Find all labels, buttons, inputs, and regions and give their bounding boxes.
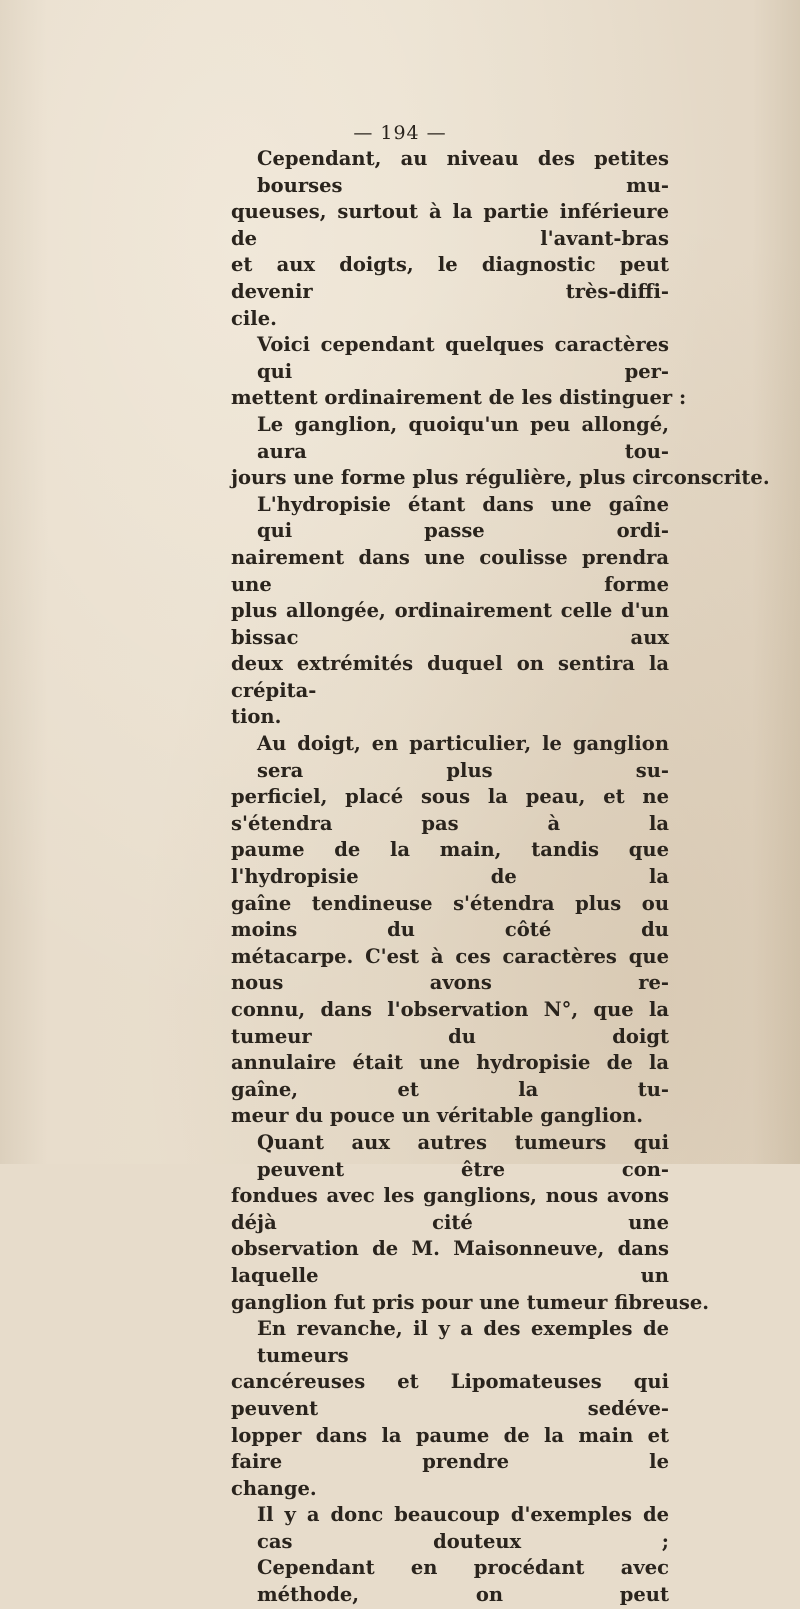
body-text [231,146,770,1609]
text-line: plus allongée, ordinairement celle d'un bissac aux [231,599,669,649]
text-line: métacarpe. C'est à ces caractères que nous avons re- [231,944,669,995]
text-line: Au doigt, en particulier, le ganglion sera plus su- [257,732,669,782]
text-line: gaîne tendineuse s'étendra plus ou moins du côté du [231,891,669,942]
text-line: Cependant en procédant avec méthode, on peut [257,1556,669,1607]
text-line: meur du pouce un véritable ganglion. [231,1104,644,1128]
text-line: L'hydropisie étant dans une gaîne qui passe ordi- [257,492,669,543]
text-line: Voici cependant quelques caractères qui per- [257,333,669,383]
text-line: lopper dans la paume de la main et faire prendre le [231,1423,669,1474]
text-line: change. [231,1476,317,1500]
text-line: paume de la main, tandis que l'hydropisie de la [231,838,669,889]
text-line: annulaire était une hydropisie de la gaîne, et la tu- [231,1051,669,1101]
text-line: deux extrémités duquel on sentira la crépita- [231,652,669,702]
text-line: Cependant, au niveau des petites bourses mu- [257,147,669,197]
text-line: mettent ordinairement de les distinguer : [231,386,687,410]
text-line: En revanche, il y a des exemples de tumeurs [257,1317,669,1367]
text-line: ganglion fut pris pour une tumeur fibreuse. [231,1290,710,1314]
text-line: Quant aux autres tumeurs qui peuvent être con- [257,1130,669,1181]
text-line: nairement dans une coulisse prendra une forme [231,545,669,596]
text-line: et aux doigts, le diagnostic peut devenir très-diffi- [231,253,669,303]
text-line: tion. [231,705,282,729]
text-line: jours une forme plus régulière, plus circonscrite. [231,466,770,490]
text-line: Il y a donc beaucoup d'exemples de cas douteux ; [257,1503,669,1553]
page-number: — 194 — [353,122,447,144]
text-line: fondues avec les ganglions, nous avons déjà cité une [231,1184,669,1234]
text-line: perficiel, placé sous la peau, et ne s'étendra pas à la [231,785,669,835]
text-line: Le ganglion, quoiqu'un peu allongé, aura tou- [257,412,669,463]
text-line: queuses, surtout à la partie inférieure de l'avant-bras [231,200,669,250]
text-line: connu, dans l'observation N°, que la tumeur du doigt [231,998,669,1048]
text-line: cile. [231,306,277,330]
text-line: cancéreuses et Lipomateuses qui peuvent sedéve- [231,1370,669,1420]
text-line: observation de M. Maisonneuve, dans laquelle un [231,1237,669,1287]
